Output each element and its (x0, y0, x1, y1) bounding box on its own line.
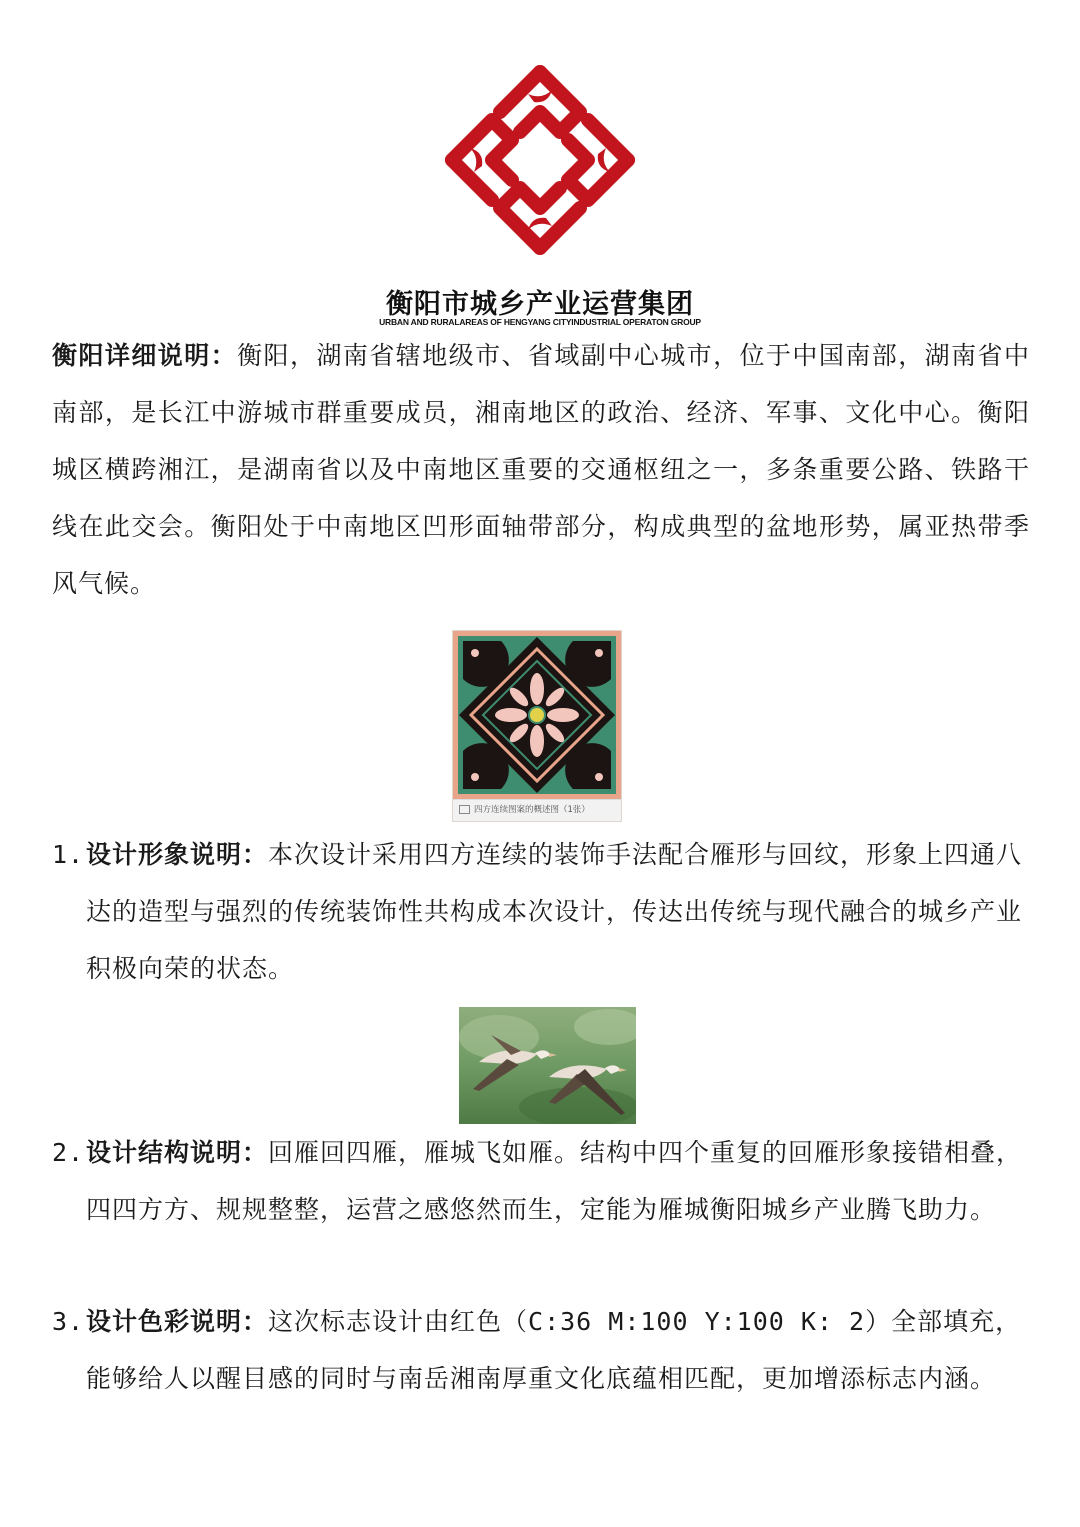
brand-name-cn: 衡阳市城乡产业运营集团 (386, 289, 694, 320)
item-text: 回雁回四雁，雁城飞如雁。结构中四个重复的回雁形象接错相叠，四四方方、规规整整，运营之感悠然而生，定能为雁城衡阳城乡产业腾飞助力。 (86, 1138, 1023, 1224)
item-number: 2. (52, 1138, 85, 1167)
item-heading: 设计色彩说明： (86, 1307, 269, 1336)
pattern-figure (452, 630, 622, 822)
brand-name-en: URBAN AND RURALAREAS OF HENGYANG CITYINDUSTRIAL OPERATON GROUP (379, 317, 701, 327)
geese-photo (459, 1007, 636, 1124)
intro-paragraph (52, 327, 1030, 612)
design-item-3 (52, 1293, 1030, 1407)
item-heading: 设计结构说明： (86, 1138, 269, 1167)
intro-heading: 衡阳详细说明： (52, 341, 238, 370)
item-text: 本次设计采用四方连续的装饰手法配合雁形与回纹，形象上四通八达的造型与强烈的传统装饰性共构成本次设计，传达出传统与现代融合的城乡产业积极向荣的状态。 (86, 840, 1023, 983)
item-number: 1. (52, 840, 85, 869)
brand-logo (0, 60, 1080, 260)
item-number: 3. (52, 1307, 85, 1336)
item-heading: 设计形象说明： (86, 840, 269, 869)
image-icon (459, 805, 470, 814)
logo-mark (440, 60, 640, 260)
pattern-caption: 四方连续图案的概述图（1张） (453, 799, 621, 821)
design-item-2 (52, 1124, 1030, 1238)
design-item-1 (52, 826, 1030, 997)
pattern-image (453, 631, 621, 799)
intro-text: 衡阳，湖南省辖地级市、省域副中心城市，位于中国南部，湖南省中南部，是长江中游城市群重要成员，湘南地区的政治、经济、军事、文化中心。衡阳城区横跨湘江，是湖南省以及中南地区重要的交通枢纽之一，多条重要公路、铁路干线在此交会。衡阳处于中南地区凹形面轴带部分，构成典型的盆地形势，属亚热带季风气候。 (52, 341, 1030, 598)
item-text: 这次标志设计由红色（C:36 M:100 Y:100 K: 2）全部填充，能够给人以醒目感的同时与南岳湘南厚重文化底蕴相匹配，更加增添标志内涵。 (86, 1307, 1022, 1393)
